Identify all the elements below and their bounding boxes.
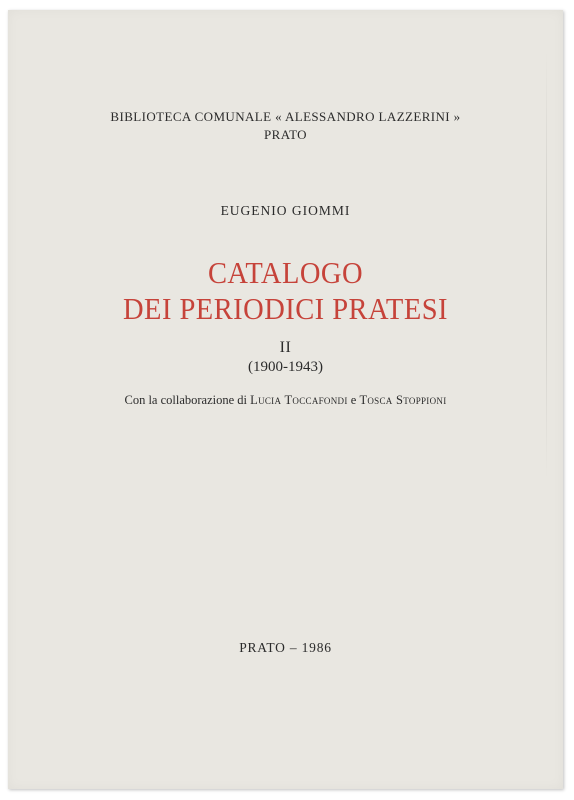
book-title	[30, 255, 541, 327]
collaborator-1: Lucia Toccafondi	[250, 393, 348, 407]
collaboration-join: e	[350, 393, 357, 407]
author-name: EUGENIO GIOMMI	[220, 203, 351, 218]
library-header	[8, 108, 563, 144]
library-name: BIBLIOTECA COMUNALE « ALESSANDRO LAZZERINI »	[110, 109, 461, 124]
book-cover	[8, 10, 563, 789]
library-city: PRATO	[264, 127, 307, 142]
title-line-1: CATALOGO	[207, 255, 364, 290]
volume-number: II	[279, 339, 292, 356]
collaboration-credit	[8, 393, 563, 408]
imprint: PRATO – 1986	[239, 640, 332, 655]
collaborator-2: Tosca Stoppioni	[359, 393, 447, 407]
collaboration-prefix: Con la collaborazione di	[124, 393, 248, 407]
year-range: (1900-1943)	[248, 359, 323, 375]
title-line-2: DEI PERIODICI PRATESI	[123, 291, 448, 326]
